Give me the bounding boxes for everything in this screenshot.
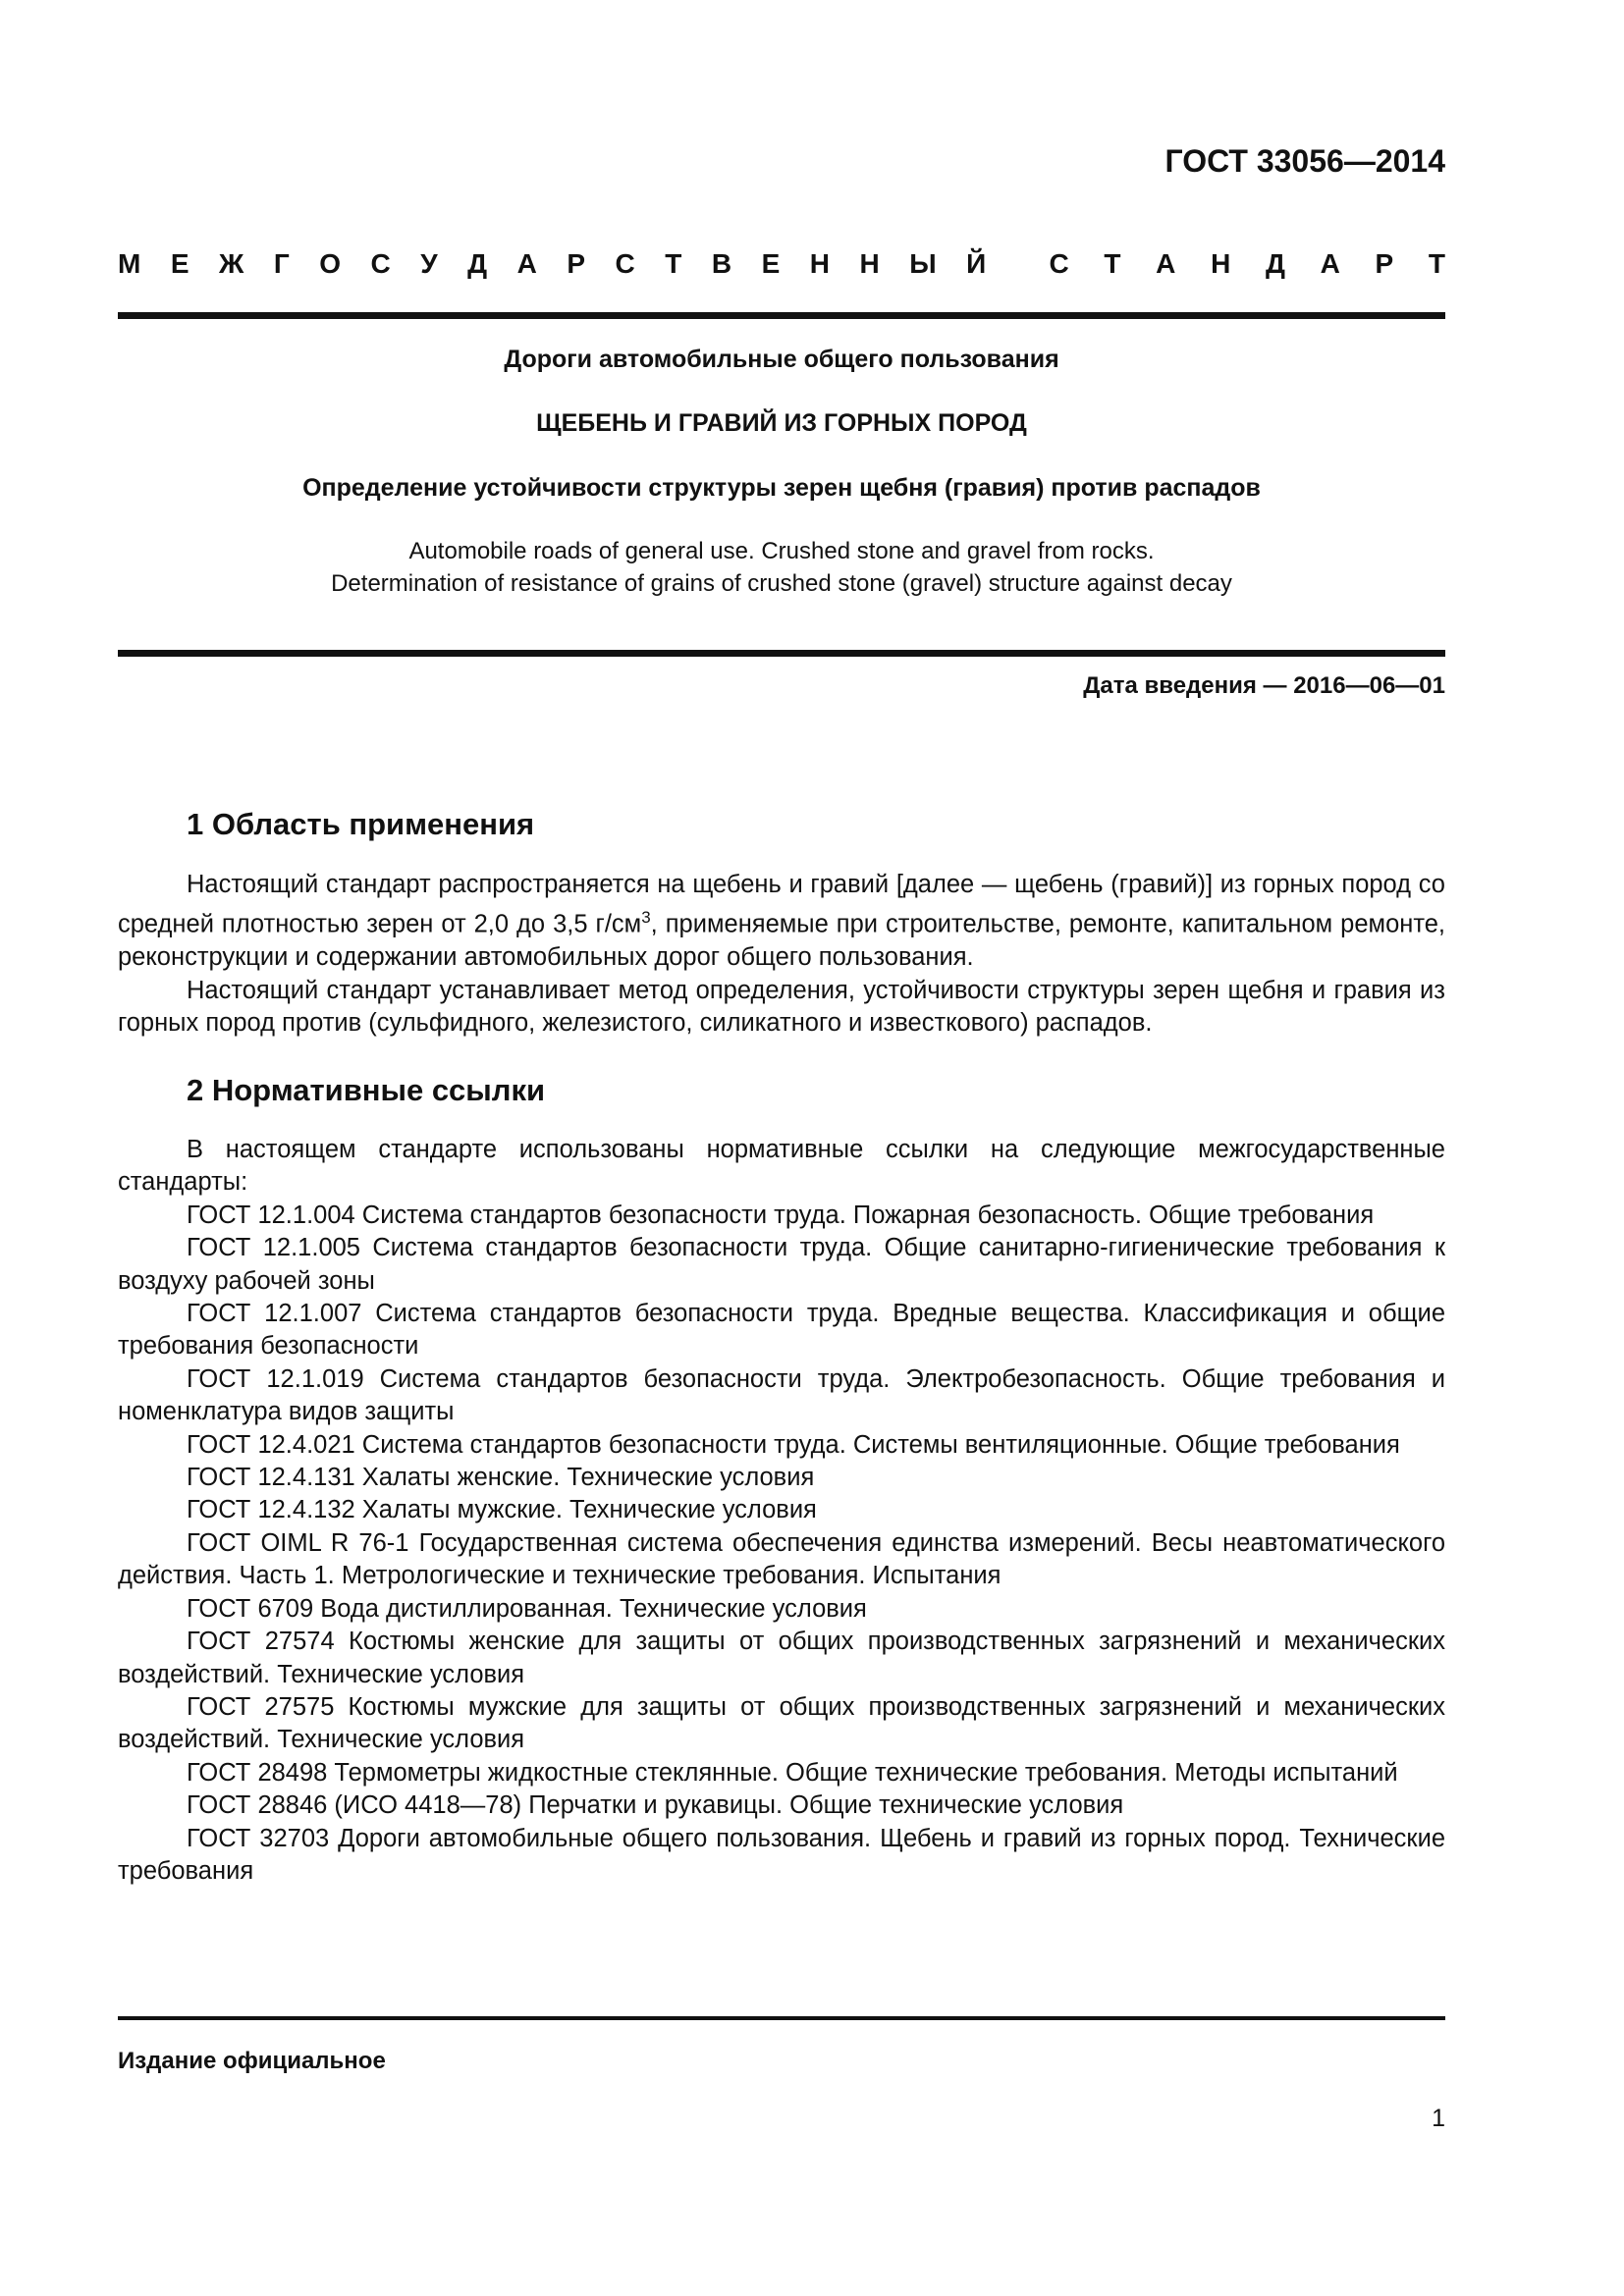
normative-reference-item: ГОСТ 12.1.007 Система стандартов безопасности труда. Вредные вещества. Классификация и общие требования безопасности <box>118 1300 1445 1361</box>
header-rule <box>118 312 1445 319</box>
normative-reference-item: ГОСТ 6709 Вода дистиллированная. Технические условия <box>187 1594 867 1623</box>
normative-reference-item: ГОСТ 28846 (ИСО 4418—78) Перчатки и рукавицы. Общие технические условия <box>187 1791 1124 1820</box>
normative-reference-item: ГОСТ 12.4.021 Система стандартов безопасности труда. Системы вентиляционные. Общие требования <box>187 1430 1400 1459</box>
english-title-line-1: Automobile roads of general use. Crushed stone and gravel from rocks. <box>408 538 1155 564</box>
footer-rule <box>118 2016 1445 2020</box>
standard-type-title <box>118 248 1445 280</box>
main-title: ЩЕБЕНЬ И ГРАВИЙ ИЗ ГОРНЫХ ПОРОД <box>536 409 1027 437</box>
title-word-gap <box>986 248 1049 280</box>
normative-reference-item: ГОСТ 12.1.004 Система стандартов безопасности труда. Пожарная безопасность. Общие требования <box>187 1201 1375 1229</box>
normative-reference-item: ГОСТ 27574 Костюмы женские для защиты от общих производственных загрязнений и механических воздействий. Технические условия <box>118 1628 1445 1688</box>
section-1-body <box>118 869 1445 1041</box>
section-2-body <box>118 1134 1445 1888</box>
section-1-heading: 1 Область применения <box>187 807 535 841</box>
normative-reference-item: ГОСТ 28498 Термометры жидкостные стеклянные. Общие технические требования. Методы испытаний <box>187 1758 1398 1787</box>
section-2-intro: В настоящем стандарте использованы нормативные ссылки на следующие межгосударственные стандарты: <box>118 1136 1445 1197</box>
normative-reference-item: ГОСТ 12.4.132 Халаты мужские. Технические условия <box>187 1496 817 1524</box>
document-page <box>118 0 1445 2296</box>
introduction-date: Дата введения — 2016—06—01 <box>1083 672 1445 699</box>
section-1-paragraph-1: Настоящий стандарт распространяется на щебень и гравий [далее — щебень (гравий)] из горных пород со средней плотностью зерен от 2,0 до 3,5 $г/см^3$, применяемые при строительстве, ремонте, капитальном ремонте, реконструкции и содержании автомобильных дорог общего пользования. <box>118 871 1445 972</box>
standard-title-right: С Т А Н Д А Р Т <box>1049 248 1445 279</box>
official-edition-label: Издание официальное <box>118 2048 386 2074</box>
normative-reference-item: ГОСТ 32703 Дороги автомобильные общего пользования. Щебень и гравий из горных пород. Технические требования <box>118 1824 1445 1885</box>
normative-reference-item: ГОСТ OIML R 76-1 Государственная система обеспечения единства измерений. Весы неавтоматического действия. Часть 1. Метрологические и технические требования. Испытания <box>118 1528 1445 1590</box>
subject-title: Дороги автомобильные общего пользования <box>504 346 1059 373</box>
normative-reference-item: ГОСТ 12.1.005 Система стандартов безопасности труда. Общие санитарно-гигиенические требования к воздуху рабочей зоны <box>118 1234 1445 1295</box>
normative-reference-item: ГОСТ 12.4.131 Халаты женские. Технические условия <box>187 1464 815 1492</box>
page-number: 1 <box>1432 2105 1445 2132</box>
standard-title-left: М Е Ж Г О С У Д А Р С Т В Е Н Н Ы Й <box>118 248 987 279</box>
normative-reference-item: ГОСТ 12.1.019 Система стандартов безопасности труда. Электробезопасность. Общие требования и номенклатура видов защиты <box>118 1364 1445 1426</box>
method-title: Определение устойчивости структуры зерен щебня (гравия) против распадов <box>302 474 1261 502</box>
normative-reference-item: ГОСТ 27575 Костюмы мужские для защиты от общих производственных загрязнений и механических воздействий. Технические условия <box>118 1692 1445 1754</box>
gost-number: ГОСТ 33056—2014 <box>1164 143 1445 179</box>
english-title-line-2: Determination of resistance of grains of crushed stone (gravel) structure against decay <box>331 570 1232 597</box>
section-2-heading: 2 Нормативные ссылки <box>187 1073 546 1107</box>
titles-rule <box>118 650 1445 657</box>
section-1-paragraph-2: Настоящий стандарт устанавливает метод определения, устойчивости структуры зерен щебня и гравия из горных пород против (сульфидного, железистого, силикатного и известкового) распадов. <box>118 976 1445 1038</box>
